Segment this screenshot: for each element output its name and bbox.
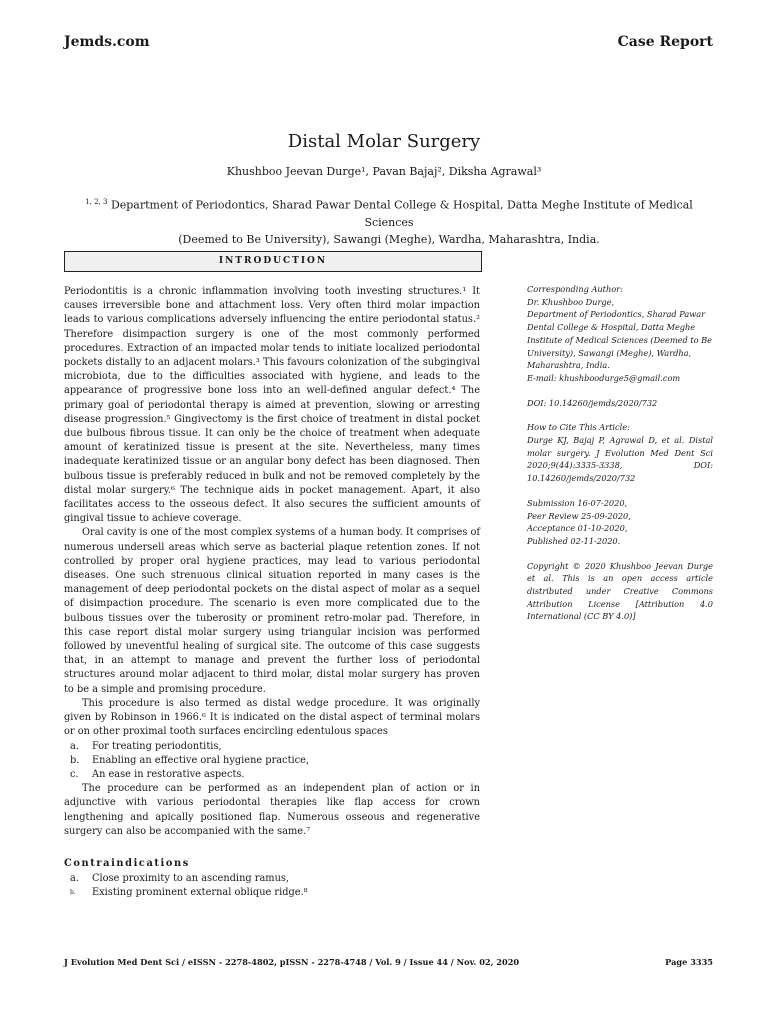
affiliation-line-2: (Deemed to Be University), Sawangi (Meghe), Wardha, Maharashtra, India. bbox=[178, 232, 600, 246]
article-dates bbox=[527, 497, 713, 548]
published-date: Published 02-11-2020. bbox=[527, 535, 621, 546]
citation-text: Durge KJ, Bajaj P, Agrawal D, et al. Distal molar surgery. J Evolution Med Dent Sci 2020;9(44):3335-3338, DOI: 10.14260/jemds/2020/732 bbox=[527, 435, 713, 484]
affiliation-line-1: Department of Periodontics, Sharad Pawar Dental College & Hospital, Datta Meghe Institute of Medical Sciences bbox=[110, 198, 693, 229]
citation-block bbox=[527, 421, 713, 485]
indications-list bbox=[64, 740, 480, 783]
submission-date: Submission 16-07-2020, bbox=[527, 497, 628, 508]
list-item-text: An ease in restorative aspects. bbox=[92, 768, 245, 780]
list-marker: b. bbox=[70, 889, 76, 897]
paragraph-4: The procedure can be performed as an independent plan of action or in adjunctive with various periodontal therapies like flap access for crown lengthening and apically positioned flap. Numerous osseous and regenerative surgery can also be accompanied with the same.⁷ bbox=[64, 783, 480, 837]
page-number: Page 3335 bbox=[665, 957, 713, 967]
contraindications-heading: Contraindications bbox=[64, 858, 190, 869]
article-info-sidebar bbox=[527, 283, 713, 635]
list-marker: a. bbox=[70, 740, 79, 752]
acceptance-date: Acceptance 01-10-2020, bbox=[527, 523, 628, 534]
list-item bbox=[64, 740, 480, 754]
affiliation bbox=[64, 194, 714, 248]
list-item bbox=[64, 768, 480, 782]
main-text bbox=[64, 285, 480, 839]
list-item-text: Close proximity to an ascending ramus, bbox=[92, 873, 290, 884]
peer-review-date: Peer Review 25-09-2020, bbox=[527, 510, 631, 521]
list-marker: b. bbox=[70, 754, 80, 766]
corresponding-label: Corresponding Author: bbox=[527, 284, 623, 294]
list-item-text: Existing prominent external oblique ridge.⁸ bbox=[92, 887, 308, 899]
list-marker: c. bbox=[70, 768, 79, 780]
copyright-notice: Copyright © 2020 Khushboo Jeevan Durge et al. This is an open access article distributed under Creative Commons Attribution License [Attribution 4.0 International (CC BY 4.0)] bbox=[527, 560, 713, 622]
author-email: E-mail: khushboodurge5@gmail.com bbox=[527, 372, 681, 383]
list-marker: a. bbox=[70, 873, 79, 884]
introduction-heading: INTRODUCTION bbox=[64, 251, 482, 272]
article-title: Distal Molar Surgery bbox=[287, 131, 481, 152]
contraindications-list bbox=[64, 872, 480, 900]
list-item bbox=[64, 886, 480, 900]
journal-site: Jemds.com bbox=[64, 34, 150, 50]
list-item-text: For treating periodontitis, bbox=[92, 740, 222, 752]
paragraph-1: Periodontitis is a chronic inflammation involving tooth investing structures.¹ It causes irreversible bone and attachment loss. Very often third molar impaction leads to various complications adversely influencing the entire periodontal status.² Therefore disimpaction surgery is one of the most commonly performed procedures. Extraction of an impacted molar tends to initiate localized periodontal pockets distally to an adjacent molars.³ This favours colonization of the subgingival microbiota, due to the difficulties associated with hygiene, and leads to the appearance of progressive bone loss into an well-defined angular defect.⁴ The primary goal of periodontal therapy is aimed at prevention, slowing or arresting disease progression.⁵ Gingivectomy is the first choice of treatment in distal pocket due bulbous fibrous tissue. It can only be the choice of treatment when adequate amount of keratinized tissue is present at the site. Nevertheless, many times inadequate keratinized tissue or an angular bony defect has been diagnosed. Then bulbous tissue is preferably reduced in bulk and not be removed completely by the distal molar surgery.⁶ The technique aids in pocket management. Apart, it also facilitates access to the osseous defect. It also secures the sufficient amounts of gingival tissue to achieve coverage. bbox=[64, 286, 480, 525]
citation-label: How to Cite This Article: bbox=[527, 422, 630, 433]
list-item-text: Enabling an effective oral hygiene practice, bbox=[92, 754, 310, 766]
affiliation-marks: 1, 2, 3 bbox=[85, 198, 108, 206]
corresponding-name: Dr. Khushboo Durge, bbox=[527, 296, 615, 307]
author-list: Khushboo Jeevan Durge¹, Pavan Bajaj², Diksha Agrawal³ bbox=[226, 165, 542, 178]
footer-journal-info: J Evolution Med Dent Sci / eISSN - 2278-4802, pISSN - 2278-4748 / Vol. 9 / Issue 44 / Nov. 02, 2020 bbox=[64, 957, 520, 967]
corresponding-author bbox=[527, 283, 713, 385]
corresponding-address: Department of Periodontics, Sharad Pawar Dental College & Hospital, Datta Meghe Institute of Medical Sciences (Deemed to Be University), Sawangi (Meghe), Wardha, Maharashtra, India. bbox=[527, 309, 713, 371]
paragraph-2: Oral cavity is one of the most complex systems of a human body. It comprises of numerous undersell areas which serve as bacterial plaque retention zones. If not controlled by proper oral hygiene practices, may lead to various periodontal diseases. One such strenuous clinical situation reported in many cases is the management of deep periodontal pockets on the distal aspect of molar as a sequel of disimpaction procedure. The scenario is even more complicated due to the bulbous tissues over the tuberosity or prominent retro-molar pad. Therefore, in this case report distal molar surgery using triangular incision was performed followed by uneventful healing of surgical site. The outcome of this case suggests that, in an attempt to manage and prevent the further loss of periodontal structures around molar adjacent to third molar, distal molar surgery has proven to be a simple and promising procedure. bbox=[64, 527, 480, 695]
article-doi: DOI: 10.14260/jemds/2020/732 bbox=[527, 397, 658, 408]
list-item bbox=[64, 872, 480, 886]
article-type: Case Report bbox=[617, 34, 713, 50]
list-item bbox=[64, 754, 480, 768]
paragraph-3: This procedure is also termed as distal wedge procedure. It was originally given by Robinson in 1966.⁶ It is indicated on the distal aspect of terminal molars or on other proximal tooth surfaces encircling edentulous spaces bbox=[64, 697, 480, 738]
